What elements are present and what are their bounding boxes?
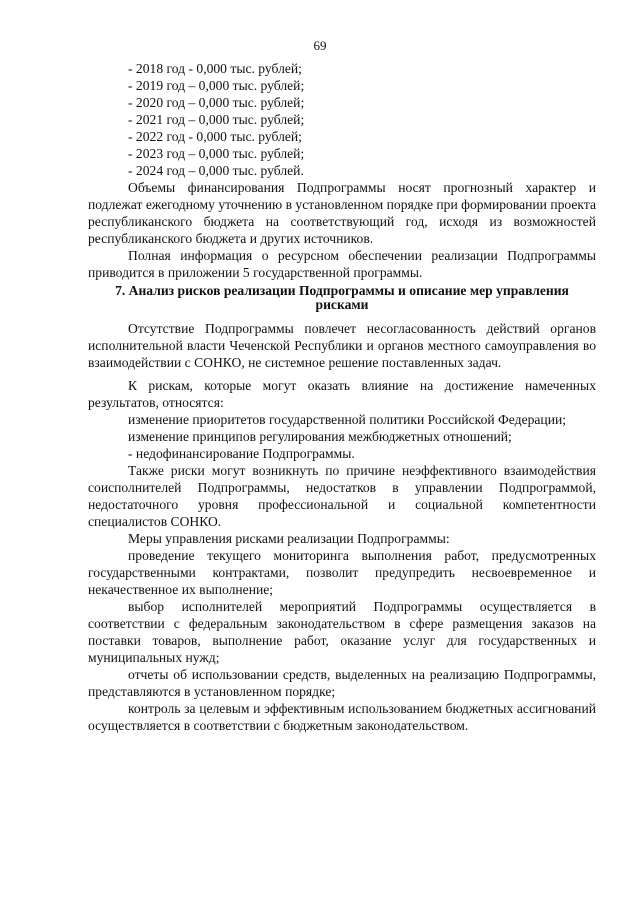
funding-list-item: - 2022 год - 0,000 тыс. рублей; [128, 129, 302, 144]
risk-item: изменение приоритетов государственной политики Российской Федерации; [128, 412, 567, 427]
measure-item: проведение текущего мониторинга выполнения работ, предусмотренных государственными контрактами, позволит предупредить несвоевременное и некачественное их выполнение; [88, 548, 596, 597]
funding-list-item: - 2020 год – 0,000 тыс. рублей; [128, 95, 305, 110]
paragraph: Также риски могут возникнуть по причине неэффективного взаимодействия соисполнителей Подпрограммы, недостатков в управлении Подпрограммой, недостаточного уровня профессиональной и социальной компетентности специалистов СОНКО. [88, 463, 596, 529]
page-number: 69 [313, 38, 327, 53]
funding-list-item: - 2024 год – 0,000 тыс. рублей. [128, 163, 304, 178]
risk-item: - недофинансирование Подпрограммы. [128, 446, 355, 461]
section-heading: 7. Анализ рисков реализации Подпрограммы и описание мер управления рисками [115, 283, 569, 312]
funding-list [88, 60, 596, 179]
measure-item: выбор исполнителей мероприятий Подпрограммы осуществляется в соответствии с федеральным законодательством в сфере размещения заказов на поставки товаров, выполнение работ, оказание услуг для государственных и муниципальных нужд; [88, 599, 596, 665]
document-body [88, 60, 596, 734]
funding-list-item: - 2021 год – 0,000 тыс. рублей; [128, 112, 305, 127]
funding-list-item: - 2018 год - 0,000 тыс. рублей; [128, 61, 302, 76]
measure-item: контроль за целевым и эффективным использованием бюджетных ассигнований осуществляется в соответствии с бюджетным законодательством. [88, 701, 596, 733]
funding-list-item: - 2019 год – 0,000 тыс. рублей; [128, 78, 305, 93]
paragraph: Меры управления рисками реализации Подпрограммы: [128, 531, 450, 546]
measure-item: отчеты об использовании средств, выделенных на реализацию Подпрограммы, представляются в установленном порядке; [88, 667, 596, 699]
paragraph: Полная информация о ресурсном обеспечении реализации Подпрограммы приводится в приложении 5 государственной программы. [88, 248, 596, 280]
funding-list-item: - 2023 год – 0,000 тыс. рублей; [128, 146, 305, 161]
paragraph: К рискам, которые могут оказать влияние на достижение намеченных результатов, относятся: [88, 378, 596, 410]
risk-item: изменение принципов регулирования межбюджетных отношений; [128, 429, 512, 444]
paragraph: Объемы финансирования Подпрограммы носят прогнозный характер и подлежат ежегодному уточнению в установленном порядке при формировании проекта республиканского бюджета на соответствующий год, исходя из возможностей республиканского бюджета и других источников. [88, 180, 596, 246]
paragraph: Отсутствие Подпрограммы повлечет несогласованность действий органов исполнительной власти Чеченской Республики и органов местного самоуправления во взаимодействии с СОНКО, не системное решение поставленных задач. [88, 321, 596, 370]
